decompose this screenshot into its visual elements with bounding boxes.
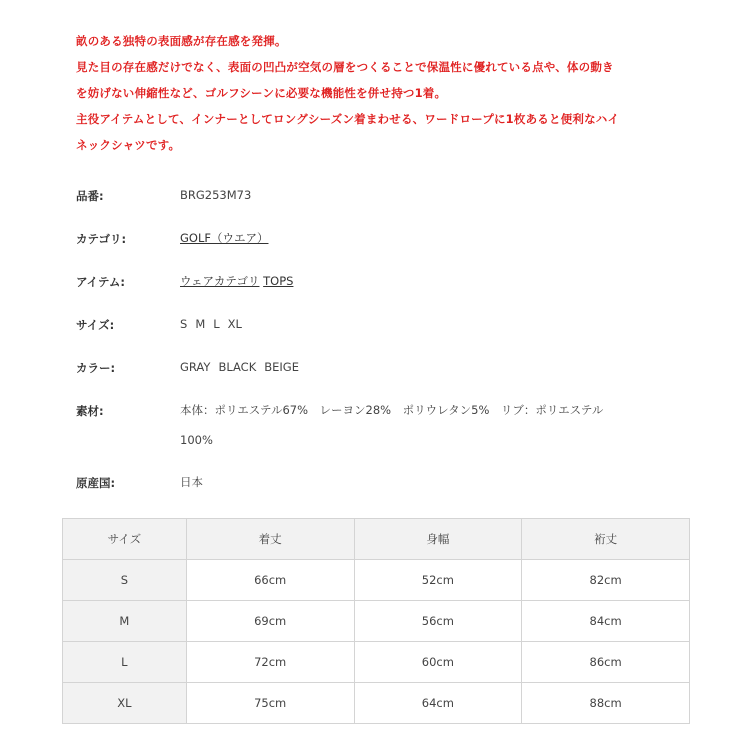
color-option: BEIGE <box>264 360 299 374</box>
size-values <box>180 309 680 339</box>
spec-label: カテゴリ: <box>76 232 127 246</box>
intro-line: を妨げない伸縮性など、ゴルフシーンに必要な機能性を併せ持つ1着。 <box>76 86 447 100</box>
spec-row-size <box>76 313 696 356</box>
width-cell: 64cm <box>354 683 522 724</box>
size-option: L <box>213 317 220 331</box>
spec-label: サイズ: <box>76 318 115 332</box>
sleeve-cell: 88cm <box>522 683 690 724</box>
size-cell: M <box>63 601 187 642</box>
spec-value <box>180 266 680 296</box>
size-option: S <box>180 317 188 331</box>
color-option: GRAY <box>180 360 211 374</box>
length-cell: 69cm <box>186 601 354 642</box>
intro-line: 畝のある独特の表面感が存在感を発揮。 <box>76 34 287 48</box>
sleeve-cell: 84cm <box>522 601 690 642</box>
length-cell: 75cm <box>186 683 354 724</box>
sleeve-cell: 86cm <box>522 642 690 683</box>
size-table <box>62 518 690 724</box>
header-size: サイズ <box>63 519 187 560</box>
header-width: 身幅 <box>354 519 522 560</box>
spec-row-item <box>76 270 696 313</box>
spec-label: カラー: <box>76 361 116 375</box>
size-cell: S <box>63 560 187 601</box>
color-option: BLACK <box>218 360 257 374</box>
product-spec-list <box>76 184 696 514</box>
spec-row-color <box>76 356 696 399</box>
tops-link[interactable]: TOPS <box>263 274 294 288</box>
wear-category-link[interactable]: ウェアカテゴリ <box>180 274 260 288</box>
intro-line: 主役アイテムとして、インナーとしてロングシーズン着まわせる、ワードロープに1枚あると便利なハイ <box>76 112 620 126</box>
header-length: 着丈 <box>186 519 354 560</box>
origin-value: 日本 <box>180 475 203 489</box>
size-option: XL <box>227 317 242 331</box>
table-row <box>63 642 690 683</box>
width-cell: 60cm <box>354 642 522 683</box>
sleeve-cell: 82cm <box>522 560 690 601</box>
length-cell: 66cm <box>186 560 354 601</box>
spec-label: 素材: <box>76 404 104 418</box>
spec-value <box>180 223 680 253</box>
spec-row-category <box>76 227 696 270</box>
width-cell: 56cm <box>354 601 522 642</box>
header-sleeve: 裄丈 <box>522 519 690 560</box>
length-cell: 72cm <box>186 642 354 683</box>
spec-label: アイテム: <box>76 275 125 289</box>
color-values <box>180 352 680 382</box>
width-cell: 52cm <box>354 560 522 601</box>
table-row <box>63 560 690 601</box>
material-value <box>180 395 680 455</box>
spec-row-material <box>76 399 696 471</box>
size-cell: XL <box>63 683 187 724</box>
size-option: M <box>195 317 206 331</box>
intro-line: ネックシャツです。 <box>76 138 181 152</box>
material-line: 100% <box>180 433 213 447</box>
spec-row-item-no <box>76 184 696 227</box>
intro-line: 見た目の存在感だけでなく、表面の凹凸が空気の層をつくることで保温性に優れている点や、体の動き <box>76 60 614 74</box>
size-cell: L <box>63 642 187 683</box>
spec-label: 品番: <box>76 189 104 203</box>
category-link[interactable]: GOLF（ウエア） <box>180 231 269 245</box>
spec-label: 原産国: <box>76 476 116 490</box>
table-row <box>63 601 690 642</box>
item-no-value: BRG253M73 <box>180 188 252 202</box>
size-table-header-row <box>63 519 690 560</box>
table-row <box>63 683 690 724</box>
material-line: 本体：ポリエステル67% レーヨン28% ポリウレタン5% リブ：ポリエステル <box>180 403 604 417</box>
spec-row-origin <box>76 471 696 514</box>
product-intro-text <box>76 28 716 158</box>
